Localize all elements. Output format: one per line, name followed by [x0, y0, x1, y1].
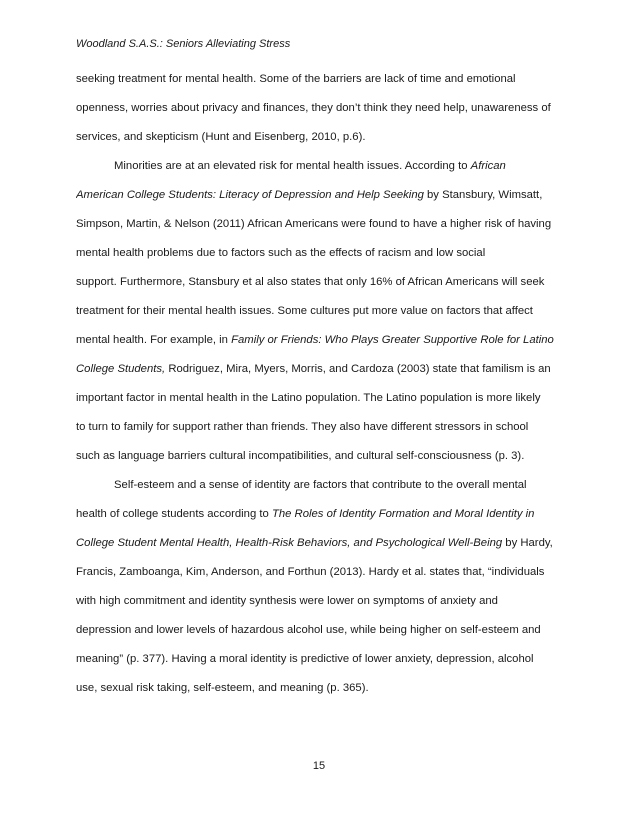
text-span: mental health problems due to factors such as the effects of racism and low social — [76, 247, 486, 259]
text-span: support. Furthermore, Stansbury et al also states that only 16% of African Americans will seek — [76, 276, 545, 288]
text-line — [76, 181, 566, 210]
text-span: meaning” (p. 377). Having a moral identity is predictive of lower anxiety, depression, alcohol — [76, 653, 534, 665]
text-line — [76, 239, 566, 268]
italic-title-span: The Roles of Identity Formation and Moral Identity in — [271, 508, 535, 520]
paragraph-first-line — [76, 152, 566, 181]
italic-title-span: College Student Mental Health, Health-Risk Behaviors, and Psychological Well-Being — [76, 537, 503, 549]
text-line — [76, 558, 566, 587]
text-line — [76, 529, 566, 558]
text-span: seeking treatment for mental health. Some of the barriers are lack of time and emotional — [76, 73, 516, 85]
paragraph-first-line — [76, 471, 566, 500]
text-line — [76, 297, 566, 326]
page-number: 15 — [312, 760, 326, 772]
text-span: use, sexual risk taking, self-esteem, and meaning (p. 365). — [76, 682, 369, 694]
text-line — [76, 326, 566, 355]
italic-title-span: College Students, — [76, 363, 166, 375]
text-span: treatment for their mental health issues. Some cultures put more value on factors that affect — [76, 305, 533, 317]
italic-title-span: Family or Friends: Who Plays Greater Supportive Role for Latino — [231, 334, 554, 346]
text-line — [76, 645, 566, 674]
text-line — [76, 355, 566, 384]
body-text — [76, 65, 566, 703]
text-span: health of college students according to — [76, 508, 272, 520]
text-line — [76, 123, 566, 152]
text-span: Francis, Zamboanga, Kim, Anderson, and Forthun (2013). Hardy et al. states that, “individuals — [76, 566, 545, 578]
text-span: to turn to family for support rather than friends. They also have different stressors in school — [76, 421, 529, 433]
text-span: mental health. For example, in — [76, 334, 232, 346]
text-line — [76, 65, 566, 94]
text-span: depression and lower levels of hazardous alcohol use, while being higher on self-esteem and — [76, 624, 541, 636]
text-line — [76, 384, 566, 413]
italic-title-span: African — [470, 160, 506, 172]
text-span: important factor in mental health in the Latino population. The Latino population is more likely — [76, 392, 541, 404]
text-span: such as language barriers cultural incompatibilities, and cultural self-consciousness (p. 3). — [76, 450, 525, 462]
text-line — [76, 210, 566, 239]
italic-title-span: American College Students: Literacy of Depression and Help Seeking — [76, 189, 424, 201]
text-span: with high commitment and identity synthesis were lower on symptoms of anxiety and — [76, 595, 498, 607]
text-span: Self-esteem and a sense of identity are factors that contribute to the overall mental — [114, 479, 527, 491]
text-span: by Hardy, — [502, 537, 553, 549]
text-line — [76, 616, 566, 645]
text-line — [76, 413, 566, 442]
text-span: Minorities are at an elevated risk for mental health issues. According to — [114, 160, 471, 172]
text-line — [76, 442, 566, 471]
text-line — [76, 94, 566, 123]
text-span: Rodriguez, Mira, Myers, Morris, and Cardoza (2003) state that familism is an — [165, 363, 551, 375]
text-line — [76, 674, 566, 703]
text-line — [76, 587, 566, 616]
text-span: openness, worries about privacy and finances, they don’t think they need help, unawareness of — [76, 102, 551, 114]
text-line — [76, 500, 566, 529]
text-span: by Stansbury, Wimsatt, — [423, 189, 543, 201]
text-span: Simpson, Martin, & Nelson (2011) African Americans were found to have a higher risk of having — [76, 218, 552, 230]
text-line — [76, 268, 566, 297]
running-head: Woodland S.A.S.: Seniors Alleviating Stress — [76, 38, 291, 50]
text-span: services, and skepticism (Hunt and Eisenberg, 2010, p.6). — [76, 131, 366, 143]
